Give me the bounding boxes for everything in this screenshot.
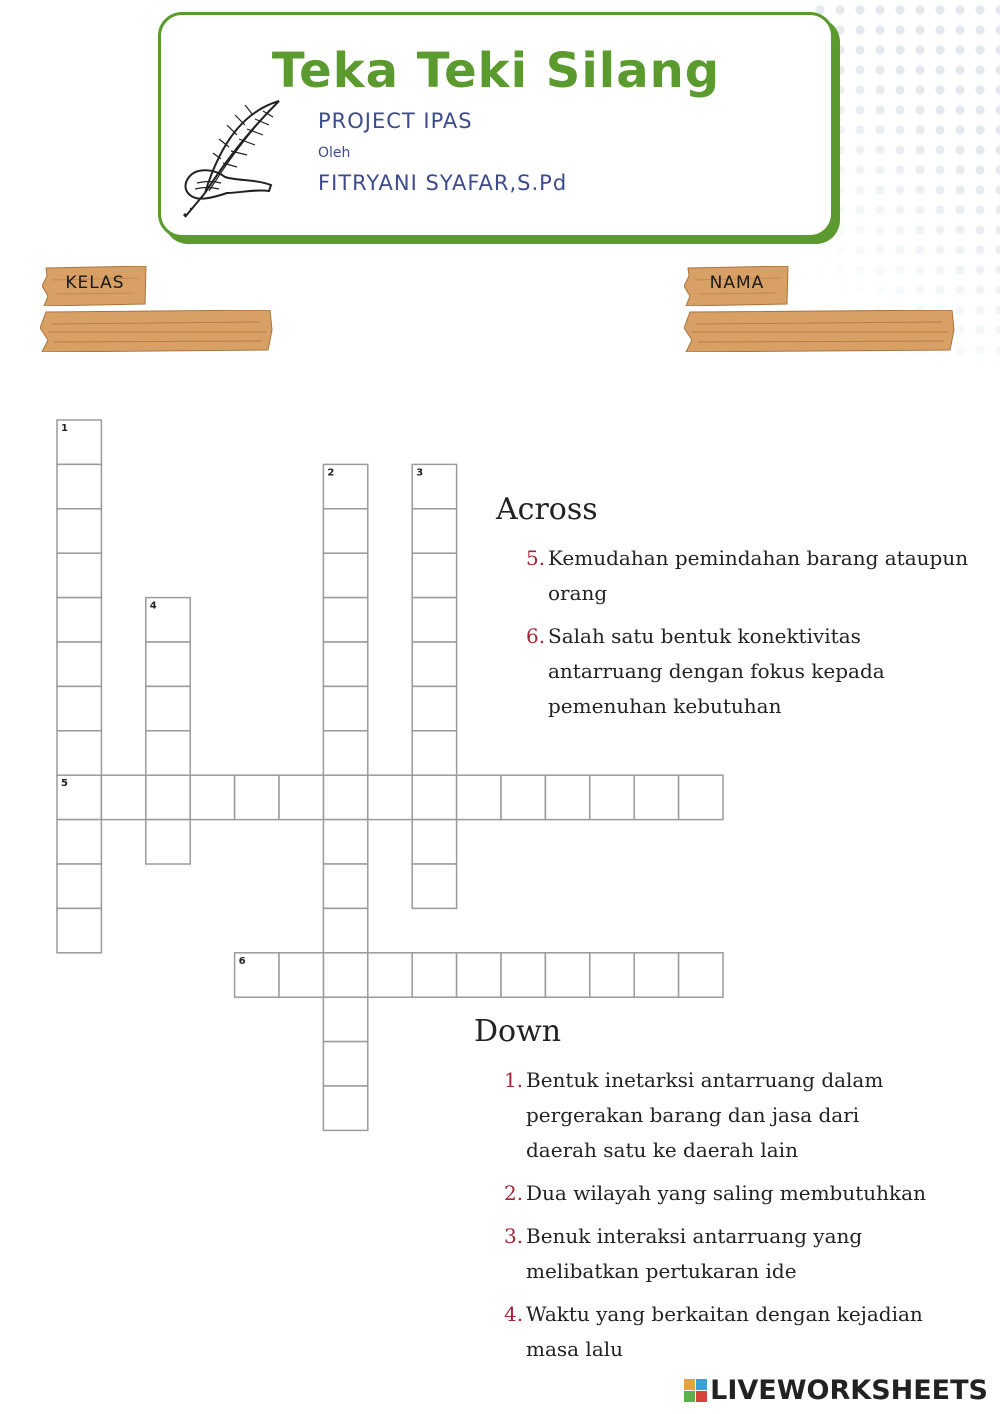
crossword-cell[interactable] <box>634 775 678 819</box>
clue-number: 3. <box>504 1224 524 1248</box>
crossword-cell[interactable] <box>323 1042 367 1086</box>
crossword-cell[interactable] <box>323 509 367 553</box>
crossword-cell[interactable] <box>323 686 367 730</box>
crossword-cell[interactable] <box>146 775 190 819</box>
crossword-cell[interactable] <box>501 775 545 819</box>
dotted-background-decoration <box>810 0 1000 360</box>
down-heading: Down <box>474 1014 562 1049</box>
crossword-cell[interactable] <box>235 953 279 997</box>
crossword-cell[interactable] <box>412 820 456 864</box>
clue-text: Bentuk inetarksi antarruang dalam pergerakan barang dan jasa dari daerah satu ke daerah lain <box>526 1068 884 1162</box>
down-clue-1 <box>474 1063 904 1168</box>
crossword-cell[interactable] <box>57 509 101 553</box>
author-name: FITRYANI SYAFAR,S.Pd <box>318 171 568 195</box>
crossword-cell[interactable] <box>412 775 456 819</box>
crossword-cell[interactable] <box>323 908 367 952</box>
crossword-cell[interactable] <box>57 775 101 819</box>
clue-number: 6. <box>526 624 546 648</box>
liveworksheets-logo <box>684 1375 988 1406</box>
crossword-cell[interactable] <box>412 553 456 597</box>
clue-number-label: 3 <box>416 467 424 479</box>
crossword-cell[interactable] <box>190 775 234 819</box>
quill-pen-hand-icon <box>175 97 285 219</box>
down-clues <box>474 1014 974 1375</box>
kelas-label-plank <box>42 266 148 306</box>
crossword-cell[interactable] <box>412 509 456 553</box>
nama-label: NAMA <box>709 273 765 293</box>
crossword-cell[interactable] <box>545 775 589 819</box>
crossword-cell[interactable] <box>101 775 145 819</box>
crossword-cell[interactable] <box>457 775 501 819</box>
clue-text: Waktu yang berkaitan dengan kejadian masa lalu <box>526 1302 923 1361</box>
crossword-cell[interactable] <box>235 775 279 819</box>
project-label: PROJECT IPAS <box>318 109 473 133</box>
down-clue-2 <box>474 1176 974 1211</box>
crossword-cell[interactable] <box>57 553 101 597</box>
crossword-cell[interactable] <box>590 775 634 819</box>
kelas-label: KELAS <box>65 273 125 293</box>
clue-number-label: 2 <box>327 467 335 479</box>
crossword-cell[interactable] <box>57 908 101 952</box>
clue-number: 1. <box>504 1068 524 1092</box>
crossword-cell[interactable] <box>146 731 190 775</box>
crossword-cell[interactable] <box>146 642 190 686</box>
crossword-cell[interactable] <box>323 731 367 775</box>
clue-number: 4. <box>504 1302 524 1326</box>
crossword-cell[interactable] <box>679 775 723 819</box>
across-clues <box>496 492 976 732</box>
crossword-cell[interactable] <box>501 953 545 997</box>
crossword-cell[interactable] <box>457 953 501 997</box>
clue-text: Salah satu bentuk konektivitas antarruang dengan fokus kepada pemenuhan kebutuhan <box>548 624 885 718</box>
crossword-cell[interactable] <box>57 686 101 730</box>
clue-text: Benuk interaksi antarruang yang melibatkan pertukaran ide <box>526 1224 863 1283</box>
crossword-cell[interactable] <box>146 686 190 730</box>
kelas-input-field[interactable] <box>40 310 274 352</box>
brand-name: LIVEWORKSHEETS <box>710 1375 988 1406</box>
crossword-cell[interactable] <box>323 464 367 508</box>
liveworksheets-icon <box>684 1379 707 1402</box>
crossword-cell[interactable] <box>146 820 190 864</box>
across-clue-6 <box>496 619 976 724</box>
crossword-cell[interactable] <box>590 953 634 997</box>
across-clue-5 <box>496 541 976 611</box>
crossword-cell[interactable] <box>412 953 456 997</box>
crossword-cell[interactable] <box>545 953 589 997</box>
crossword-cell[interactable] <box>323 775 367 819</box>
crossword-cell[interactable] <box>412 598 456 642</box>
crossword-cell[interactable] <box>368 953 412 997</box>
crossword-cell[interactable] <box>412 464 456 508</box>
page-title: Teka Teki Silang <box>271 43 721 99</box>
crossword-cell[interactable] <box>279 953 323 997</box>
crossword-cell[interactable] <box>412 686 456 730</box>
clue-number-label: 6 <box>238 955 246 967</box>
crossword-cell[interactable] <box>57 464 101 508</box>
crossword-cell[interactable] <box>368 775 412 819</box>
across-heading: Across <box>496 492 598 527</box>
crossword-cell[interactable] <box>57 420 101 464</box>
crossword-cell[interactable] <box>279 775 323 819</box>
crossword-cell[interactable] <box>57 642 101 686</box>
crossword-cell[interactable] <box>323 864 367 908</box>
clue-number: 5. <box>526 546 546 570</box>
crossword-cell[interactable] <box>323 553 367 597</box>
down-clue-3 <box>474 1219 864 1289</box>
nama-input-field[interactable] <box>684 310 956 352</box>
crossword-cell[interactable] <box>634 953 678 997</box>
crossword-cell[interactable] <box>323 997 367 1041</box>
clue-text: Kemudahan pemindahan barang ataupun orang <box>548 546 969 605</box>
clue-number-label: 5 <box>61 778 68 790</box>
crossword-cell[interactable] <box>323 1086 367 1130</box>
crossword-cell[interactable] <box>323 598 367 642</box>
crossword-cell[interactable] <box>57 731 101 775</box>
crossword-cell[interactable] <box>323 642 367 686</box>
clue-text: Dua wilayah yang saling membutuhkan <box>526 1181 926 1205</box>
by-label: Oleh <box>318 145 351 161</box>
crossword-cell[interactable] <box>323 953 367 997</box>
nama-label-plank <box>684 266 790 306</box>
clue-number: 2. <box>504 1181 524 1205</box>
clue-number-label: 4 <box>149 600 157 612</box>
crossword-cell[interactable] <box>57 864 101 908</box>
crossword-cell[interactable] <box>57 598 101 642</box>
crossword-cell[interactable] <box>57 820 101 864</box>
crossword-cell[interactable] <box>146 598 190 642</box>
crossword-cell[interactable] <box>412 731 456 775</box>
header-card <box>158 12 834 238</box>
down-clue-4 <box>474 1297 924 1367</box>
crossword-cell[interactable] <box>412 642 456 686</box>
crossword-cell[interactable] <box>323 820 367 864</box>
crossword-cell[interactable] <box>679 953 723 997</box>
crossword-cell[interactable] <box>412 864 456 908</box>
clue-number-label: 1 <box>61 423 68 434</box>
